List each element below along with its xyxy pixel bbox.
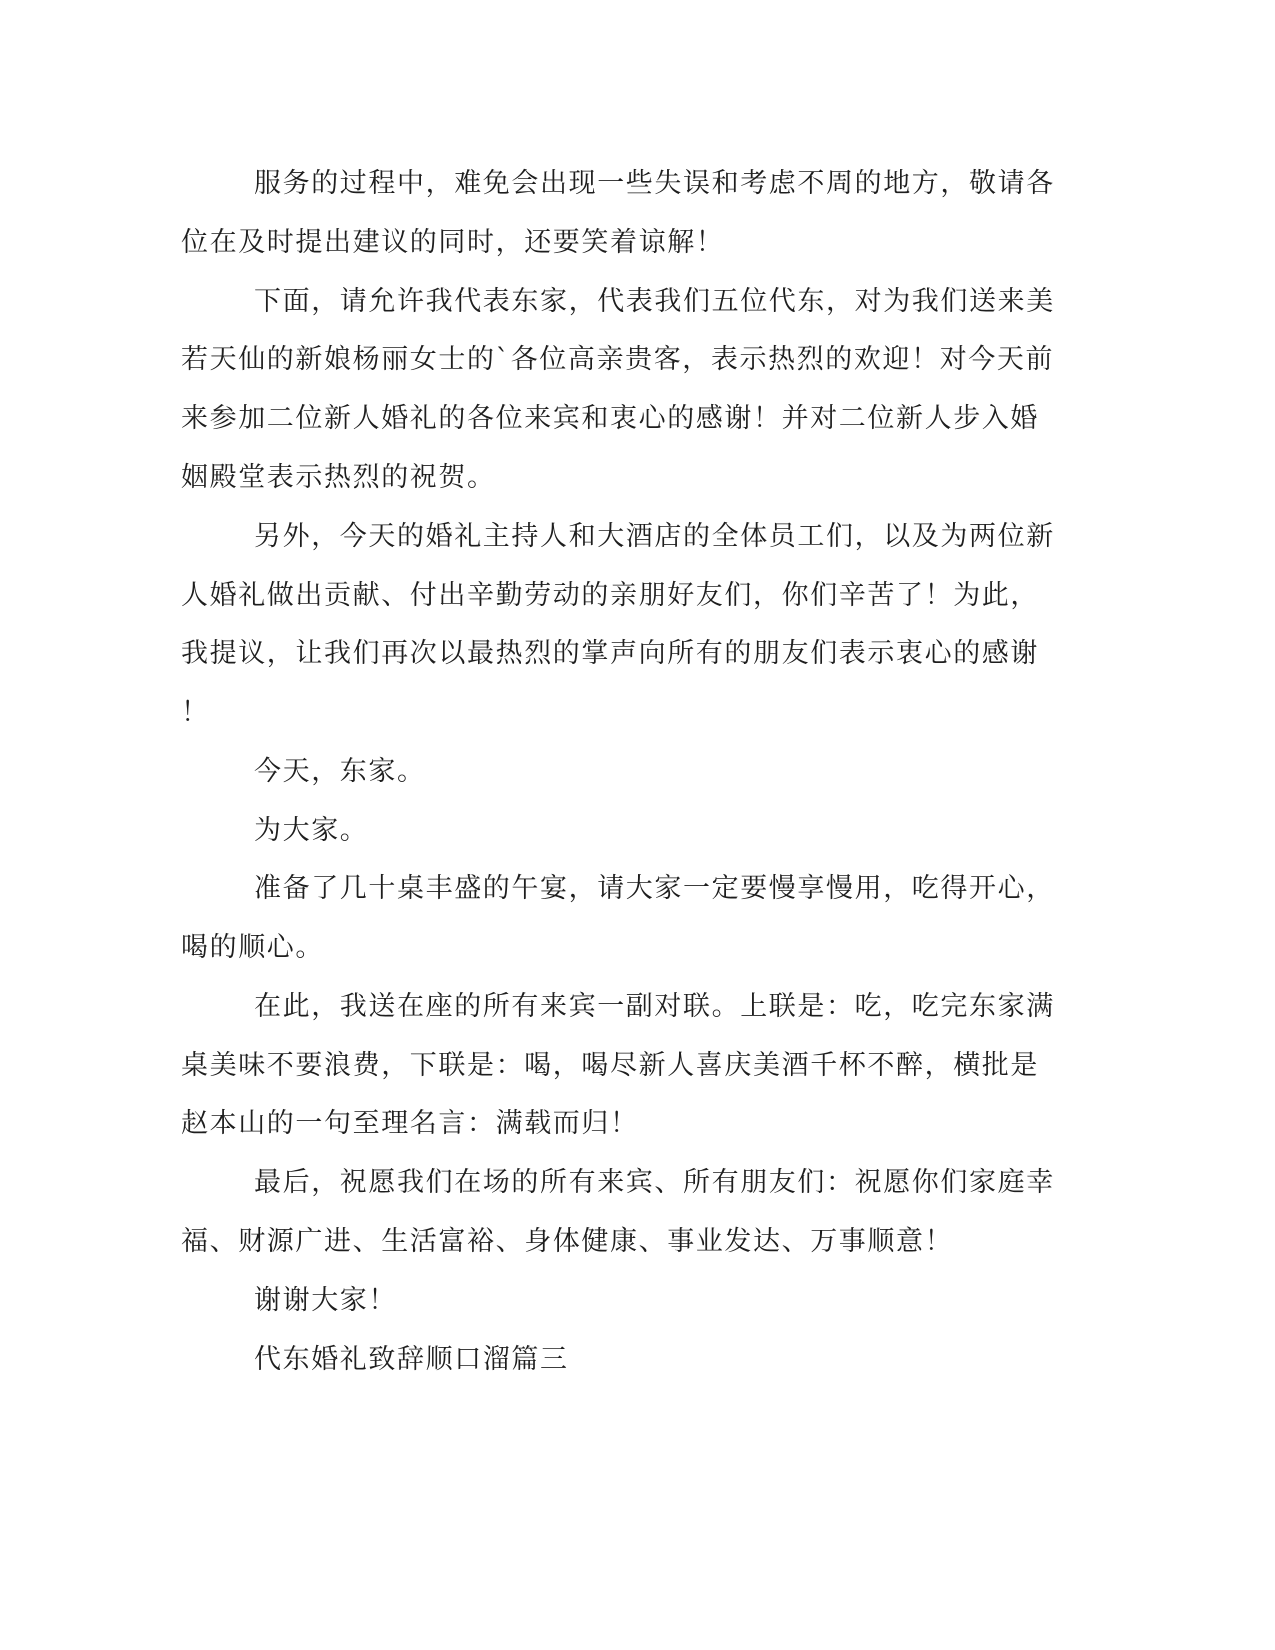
text-line: 位在及时提出建议的同时，还要笑着谅解！ [181,227,725,258]
text-line: 福、财源广进、生活富裕、身体健康、事业发达、万事顺意！ [181,1226,954,1257]
text-line: 服务的过程中，难免会出现一些失误和考虑不周的地方，敬请各 [254,168,1055,199]
text-line: 来参加二位新人婚礼的各位来宾和衷心的感谢！并对二位新人步入婚 [181,403,1039,434]
text-line: 另外，今天的婚礼主持人和大酒店的全体员工们，以及为两位新 [254,521,1055,552]
text-line: 在此，我送在座的所有来宾一副对联。上联是：吃，吃完东家满 [254,991,1055,1022]
text-line: 若天仙的新娘杨丽女士的`各位高亲贵客，表示热烈的欢迎！对今天前 [181,344,1055,375]
text-line: 最后，祝愿我们在场的所有来宾、所有朋友们：祝愿你们家庭幸 [254,1167,1055,1198]
text-line: 为大家。 [254,815,369,846]
text-line: 姻殿堂表示热烈的祝贺。 [181,462,496,493]
text-line: 我提议，让我们再次以最热烈的掌声向所有的朋友们表示衷心的感谢 [181,638,1039,669]
text-line: 下面，请允许我代表东家，代表我们五位代东，对为我们送来美 [254,286,1055,317]
text-line: 准备了几十桌丰盛的午宴，请大家一定要慢享慢用，吃得开心， [254,873,1055,904]
text-line: 人婚礼做出贡献、付出辛勤劳动的亲朋好友们，你们辛苦了！为此， [181,580,1039,611]
text-line: 赵本山的一句至理名言：满载而归！ [181,1108,639,1139]
text-line: 谢谢大家！ [254,1285,397,1316]
text-line: ！ [181,697,210,728]
text-line: 喝的顺心。 [181,932,324,963]
text-line: 今天，东家。 [254,756,426,787]
text-line: 桌美味不要浪费，下联是：喝，喝尽新人喜庆美酒千杯不醉，横批是 [181,1050,1039,1081]
section-heading: 代东婚礼致辞顺口溜篇三 [254,1344,569,1375]
